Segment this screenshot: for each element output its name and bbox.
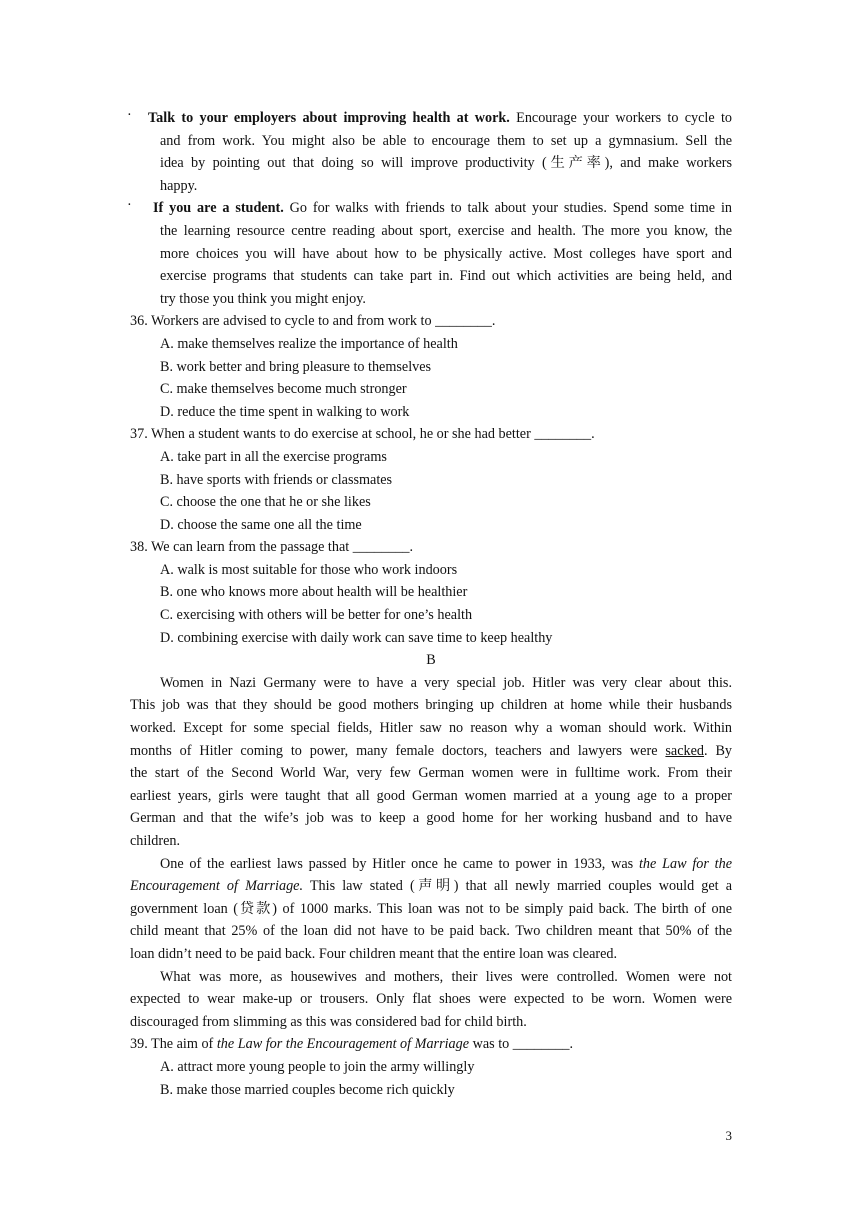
question-stem: 39. The aim of the Law for the Encouragement of Marriage was to ________. — [130, 1036, 574, 1053]
bullet-dot: · — [127, 107, 132, 123]
option-a: A. walk is most suitable for those who work indoors — [160, 561, 458, 578]
option-d: D. combining exercise with daily work can save time to keep healthy — [160, 629, 553, 646]
option-c: C. exercising with others will be better for one’s health — [160, 607, 473, 624]
question-stem: 38. We can learn from the passage that ________. — [130, 539, 414, 556]
option-b: B. have sports with friends or classmates — [160, 471, 393, 488]
underlined-word: sacked — [665, 742, 705, 759]
question-37 — [130, 423, 732, 536]
question-36 — [130, 310, 732, 423]
bullet-heading: Talk to your employers about improving health at work. — [148, 110, 510, 126]
question-39 — [130, 1033, 732, 1101]
paragraph-1: Women in Nazi Germany were to have a very special job. Hitler was very clear about this. This job was that they should be good mothers bringing up children at home while their husbands worked. Except for some special fields, Hitler saw no reason why a woman should work. Within months of Hitler coming to power, many female doctors, teachers and lawyers were sacked. By the start of the Second World War, very few German women were in fulltime work. From their earliest years, girls were taught that all good German women married at a young age to a proper German and that the wife’s job was to keep a good home for her working husband and to have children. — [130, 674, 732, 849]
option-b: B. make those married couples become rich quickly — [160, 1081, 455, 1098]
question-stem: 37. When a student wants to do exercise at school, he or she had better ________. — [130, 426, 595, 443]
option-d: D. reduce the time spent in walking to work — [160, 403, 410, 420]
option-a: A. attract more young people to join the army willingly — [160, 1058, 475, 1075]
page-content — [127, 107, 732, 1101]
page-number: 3 — [725, 1128, 732, 1143]
option-c: C. choose the one that he or she likes — [160, 494, 371, 511]
question-stem: 36. Workers are advised to cycle to and from work to ________. — [130, 313, 496, 330]
option-a: A. make themselves realize the importance of health — [160, 335, 458, 352]
bullet-item-employers: · Talk to your employers about improving health at work. Encourage your workers to cycle to and from work. You might also be able to encourage them to set up a gymnasium. Sell the idea by pointing out that doing so will improve productivity (生产率), and make workers happy. — [127, 107, 732, 194]
paragraph-2: One of the earliest laws passed by Hitler once he came to power in 1933, was the Law for the Encouragement of Marriage. This law stated (声明) that all newly married couples would get a government loan (贷款) of 1000 marks. This loan was not to be simply paid back. The birth of one child meant that 25% of the loan did not have to be paid back. Two children meant that 50% of the loan didn’t need to be paid back. Four children meant that the entire loan was cleared. — [130, 855, 732, 962]
bullet-heading: If you are a student. — [153, 200, 284, 217]
section-heading: B — [426, 652, 436, 669]
option-d: D. choose the same one all the time — [160, 516, 362, 533]
option-a: A. take part in all the exercise programs — [160, 448, 387, 465]
option-c: C. make themselves become much stronger — [160, 381, 407, 398]
bullet-item-student: · If you are a student. Go for walks with friends to talk about your studies. Spend some time in the learning resource centre reading about sport, exercise and health. The more you know, the more choices you will have about how to be physically active. Most colleges have sport and exercise programs that students can take part in. Find out which activities are being held, and try those you think you might enjoy. — [127, 197, 732, 307]
paragraph-3: What was more, as housewives and mothers, their lives were controlled. Women were not expected to wear make-up or trousers. Only flat shoes were expected to be worn. Women were discouraged from slimming as this was considered bad for child birth. — [130, 968, 732, 1030]
option-b: B. work better and bring pleasure to themselves — [160, 358, 432, 375]
bullet-dot: · — [127, 197, 132, 214]
question-38 — [130, 536, 732, 649]
option-b: B. one who knows more about health will be healthier — [160, 584, 468, 601]
